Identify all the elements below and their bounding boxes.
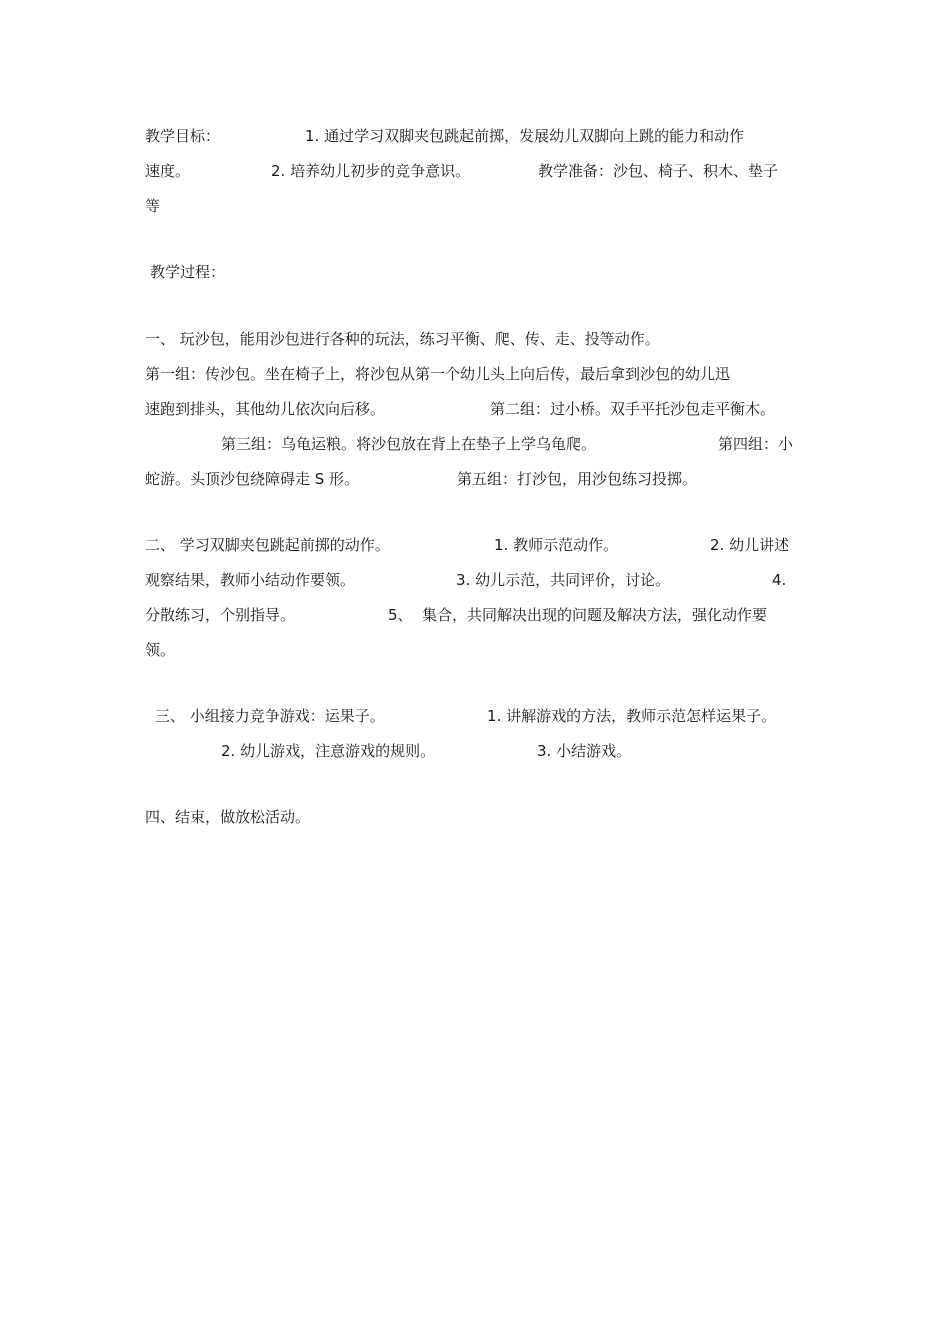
section2-line-4 <box>145 640 810 660</box>
section2-step-5-end: 领。 <box>145 641 176 659</box>
section2-heading: 二、 学习双脚夹包跳起前掷的动作。 <box>145 536 390 554</box>
section2-step-3: 3. 幼儿示范，共同评价，讨论。 <box>456 571 671 589</box>
objective-item-1: 1. 通过学习双脚夹包跳起前掷，发展幼儿双脚向上跳的能力和动作 <box>305 127 745 145</box>
section2-line-3 <box>145 605 810 625</box>
section2-line-2 <box>145 570 810 590</box>
preparation-text: 教学准备：沙包、椅子、积木、垫子 <box>538 162 779 180</box>
group4-text: 第四组：小 <box>718 435 794 453</box>
section1-line-2 <box>145 364 810 384</box>
process-title: 教学过程： <box>150 263 226 281</box>
objectives-label: 教学目标： <box>145 127 221 145</box>
process-title-line <box>145 262 810 282</box>
preparation-text-end: 等 <box>145 197 161 215</box>
section2-step-5-number: 5、 <box>388 606 413 624</box>
group1-text: 第一组：传沙包。坐在椅子上，将沙包从第一个幼儿头上向后传，最后拿到沙包的幼儿迅 <box>145 365 731 383</box>
objectives-line-2 <box>145 161 810 181</box>
section2-line-1 <box>145 535 810 555</box>
objective-item-2: 2. 培养幼儿初步的竞争意识。 <box>271 162 471 180</box>
section1-heading: 一、 玩沙包，能用沙包进行各种的玩法，练习平衡、爬、传、走、投等动作。 <box>145 330 660 348</box>
section3-step-3: 3. 小结游戏。 <box>537 742 632 760</box>
group4-text-end: 蛇游。头顶沙包绕障碍走 S 形。 <box>145 470 360 488</box>
section3-heading: 三、 小组接力竞争游戏：运果子。 <box>155 707 385 725</box>
objectives-line-3 <box>145 196 810 216</box>
section3-line-2 <box>145 741 810 761</box>
section2-step-5: 集合，共同解决出现的问题及解决方法，强化动作要 <box>422 606 768 624</box>
section2-step-2: 2. 幼儿讲述 <box>710 536 790 554</box>
section2-step-1: 1. 教师示范动作。 <box>494 536 619 554</box>
section4-heading: 四、结束，做放松活动。 <box>145 808 311 826</box>
section1-heading-line <box>145 329 810 349</box>
group3-text: 第三组：乌龟运粮。将沙包放在背上在垫子上学乌龟爬。 <box>221 435 597 453</box>
section3-line-1 <box>145 706 810 726</box>
section3-step-1: 1. 讲解游戏的方法，教师示范怎样运果子。 <box>487 707 777 725</box>
objective-item-1-end: 速度。 <box>145 162 191 180</box>
section1-line-4 <box>145 434 810 454</box>
section1-line-5 <box>145 469 810 489</box>
section2-step-4: 4. <box>772 571 787 589</box>
section4-line <box>145 807 810 827</box>
group5-text: 第五组：打沙包，用沙包练习投掷。 <box>457 470 698 488</box>
section3-step-2: 2. 幼儿游戏，注意游戏的规则。 <box>221 742 436 760</box>
objectives-line-1 <box>145 126 810 146</box>
section1-line-3 <box>145 399 810 419</box>
group1-text-end: 速跑到排头，其他幼儿依次向后移。 <box>145 400 386 418</box>
section2-step-2-end: 观察结果，教师小结动作要领。 <box>145 571 356 589</box>
section2-step-4-end: 分散练习，个别指导。 <box>145 606 296 624</box>
group2-text: 第二组：过小桥。双手平托沙包走平衡木。 <box>490 400 776 418</box>
